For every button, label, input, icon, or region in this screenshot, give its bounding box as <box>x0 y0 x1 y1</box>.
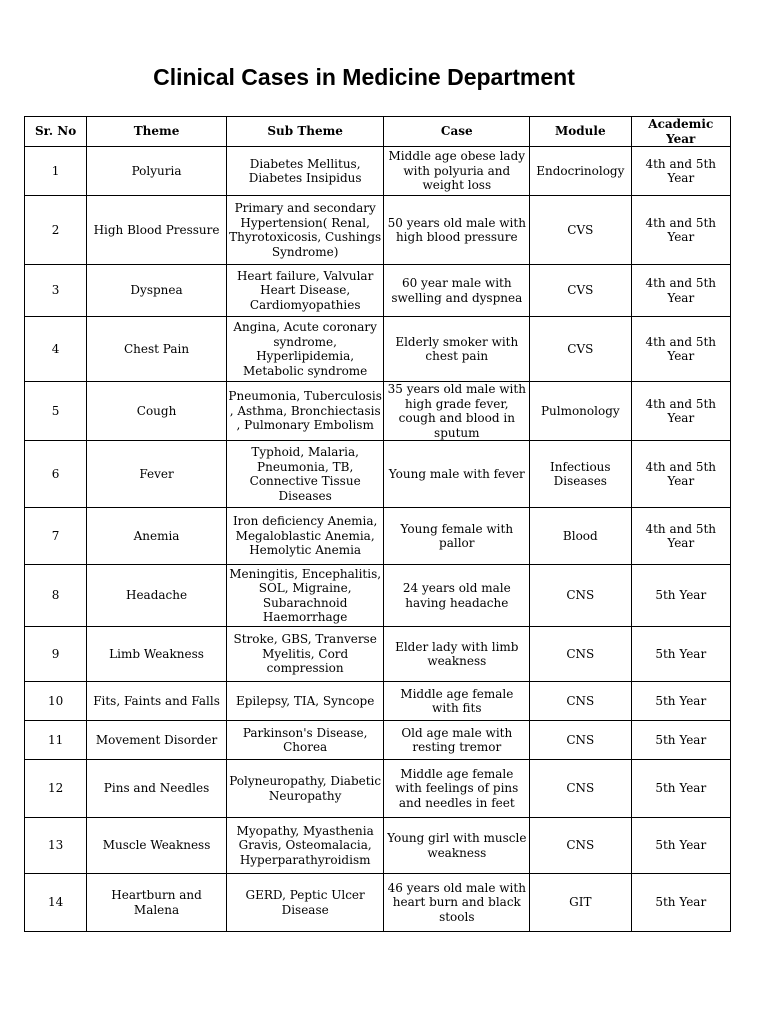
header-module: Module <box>530 117 631 147</box>
header-theme: Theme <box>87 117 227 147</box>
cell-sr-no: 4 <box>25 317 87 382</box>
cell-module: Blood <box>530 508 631 565</box>
table-row <box>25 760 731 818</box>
table-row <box>25 627 731 682</box>
cell-theme: Polyuria <box>87 147 227 196</box>
cell-module: Endocrinology <box>530 147 631 196</box>
table-row <box>25 147 731 196</box>
table-row <box>25 196 731 265</box>
cell-case: 24 years old male having headache <box>384 565 530 627</box>
cell-sr-no: 3 <box>25 265 87 317</box>
cell-theme: Limb Weakness <box>87 627 227 682</box>
header-academic-year: Academic Year <box>631 117 730 147</box>
table-row <box>25 317 731 382</box>
table-row <box>25 265 731 317</box>
cell-sr-no: 8 <box>25 565 87 627</box>
cell-theme: Cough <box>87 382 227 441</box>
cell-sub-theme: Meningitis, Encephalitis, SOL, Migraine, Subarachnoid Haemorrhage <box>226 565 384 627</box>
cell-sub-theme: GERD, Peptic Ulcer Disease <box>226 874 384 932</box>
cell-academic-year: 4th and 5th Year <box>631 196 730 265</box>
cell-sub-theme: Myopathy, Myasthenia Gravis, Osteomalacia, Hyperparathyroidism <box>226 818 384 874</box>
cell-sub-theme: Heart failure, Valvular Heart Disease, Cardiomyopathies <box>226 265 384 317</box>
table-body <box>25 147 731 932</box>
cell-module: GIT <box>530 874 631 932</box>
cell-sr-no: 14 <box>25 874 87 932</box>
table-row <box>25 441 731 508</box>
table-row <box>25 874 731 932</box>
cell-sr-no: 12 <box>25 760 87 818</box>
cell-academic-year: 4th and 5th Year <box>631 317 730 382</box>
cell-academic-year: 5th Year <box>631 760 730 818</box>
table-row <box>25 565 731 627</box>
cell-case: Old age male with resting tremor <box>384 721 530 760</box>
cell-theme: Anemia <box>87 508 227 565</box>
cell-academic-year: 4th and 5th Year <box>631 441 730 508</box>
cell-theme: Movement Disorder <box>87 721 227 760</box>
cell-case: 60 year male with swelling and dyspnea <box>384 265 530 317</box>
cell-module: CNS <box>530 721 631 760</box>
cell-academic-year: 5th Year <box>631 682 730 721</box>
header-case: Case <box>384 117 530 147</box>
header-sr-no: Sr. No <box>25 117 87 147</box>
cell-theme: Headache <box>87 565 227 627</box>
cell-module: CVS <box>530 265 631 317</box>
cell-sub-theme: Parkinson's Disease, Chorea <box>226 721 384 760</box>
cell-sub-theme: Iron deficiency Anemia, Megaloblastic Anemia, Hemolytic Anemia <box>226 508 384 565</box>
cell-academic-year: 4th and 5th Year <box>631 147 730 196</box>
table-header-row <box>25 117 731 147</box>
cell-case: Young male with fever <box>384 441 530 508</box>
cell-sr-no: 10 <box>25 682 87 721</box>
cell-sub-theme: Stroke, GBS, Tranverse Myelitis, Cord compression <box>226 627 384 682</box>
cell-sub-theme: Polyneuropathy, Diabetic Neuropathy <box>226 760 384 818</box>
clinical-cases-table <box>24 116 731 932</box>
cell-academic-year: 5th Year <box>631 721 730 760</box>
cell-case: 46 years old male with heart burn and black stools <box>384 874 530 932</box>
cell-sr-no: 7 <box>25 508 87 565</box>
cell-theme: High Blood Pressure <box>87 196 227 265</box>
cell-theme: Chest Pain <box>87 317 227 382</box>
cell-theme: Fever <box>87 441 227 508</box>
cell-case: Middle age female with fits <box>384 682 530 721</box>
table-row <box>25 721 731 760</box>
cell-academic-year: 5th Year <box>631 627 730 682</box>
cell-sr-no: 1 <box>25 147 87 196</box>
cell-module: CNS <box>530 760 631 818</box>
cell-sub-theme: Primary and secondary Hypertension( Renal, Thyrotoxicosis, Cushings Syndrome) <box>226 196 384 265</box>
cell-theme: Pins and Needles <box>87 760 227 818</box>
cell-sr-no: 11 <box>25 721 87 760</box>
cell-sub-theme: Diabetes Mellitus, Diabetes Insipidus <box>226 147 384 196</box>
cell-module: CVS <box>530 196 631 265</box>
cell-case: Middle age obese lady with polyuria and weight loss <box>384 147 530 196</box>
cell-academic-year: 5th Year <box>631 565 730 627</box>
cell-academic-year: 5th Year <box>631 874 730 932</box>
cell-theme: Fits, Faints and Falls <box>87 682 227 721</box>
cell-sub-theme: Angina, Acute coronary syndrome, Hyperlipidemia, Metabolic syndrome <box>226 317 384 382</box>
cell-case: Elder lady with limb weakness <box>384 627 530 682</box>
cell-case: Middle age female with feelings of pins and needles in feet <box>384 760 530 818</box>
cell-theme: Muscle Weakness <box>87 818 227 874</box>
cell-case: 35 years old male with high grade fever, cough and blood in sputum <box>384 382 530 441</box>
cell-sub-theme: Epilepsy, TIA, Syncope <box>226 682 384 721</box>
cell-academic-year: 4th and 5th Year <box>631 265 730 317</box>
cell-sr-no: 2 <box>25 196 87 265</box>
cell-sr-no: 13 <box>25 818 87 874</box>
cell-module: CNS <box>530 818 631 874</box>
page-title: Clinical Cases in Medicine Department <box>153 64 575 90</box>
table-row <box>25 382 731 441</box>
cell-module: CVS <box>530 317 631 382</box>
cell-module: CNS <box>530 682 631 721</box>
table-row <box>25 508 731 565</box>
cell-module: CNS <box>530 627 631 682</box>
cell-sr-no: 9 <box>25 627 87 682</box>
cell-case: 50 years old male with high blood pressure <box>384 196 530 265</box>
cell-academic-year: 4th and 5th Year <box>631 508 730 565</box>
cell-sub-theme: Pneumonia, Tuberculosis , Asthma, Bronchiectasis , Pulmonary Embolism <box>226 382 384 441</box>
cell-sr-no: 5 <box>25 382 87 441</box>
header-sub-theme: Sub Theme <box>226 117 384 147</box>
cell-module: CNS <box>530 565 631 627</box>
cell-case: Young female with pallor <box>384 508 530 565</box>
table-row <box>25 818 731 874</box>
cell-case: Young girl with muscle weakness <box>384 818 530 874</box>
cell-case: Elderly smoker with chest pain <box>384 317 530 382</box>
table-row <box>25 682 731 721</box>
cell-academic-year: 5th Year <box>631 818 730 874</box>
cell-theme: Heartburn and Malena <box>87 874 227 932</box>
cell-module: Pulmonology <box>530 382 631 441</box>
cell-academic-year: 4th and 5th Year <box>631 382 730 441</box>
cell-sr-no: 6 <box>25 441 87 508</box>
cell-theme: Dyspnea <box>87 265 227 317</box>
cell-module: Infectious Diseases <box>530 441 631 508</box>
cell-sub-theme: Typhoid, Malaria, Pneumonia, TB, Connective Tissue Diseases <box>226 441 384 508</box>
